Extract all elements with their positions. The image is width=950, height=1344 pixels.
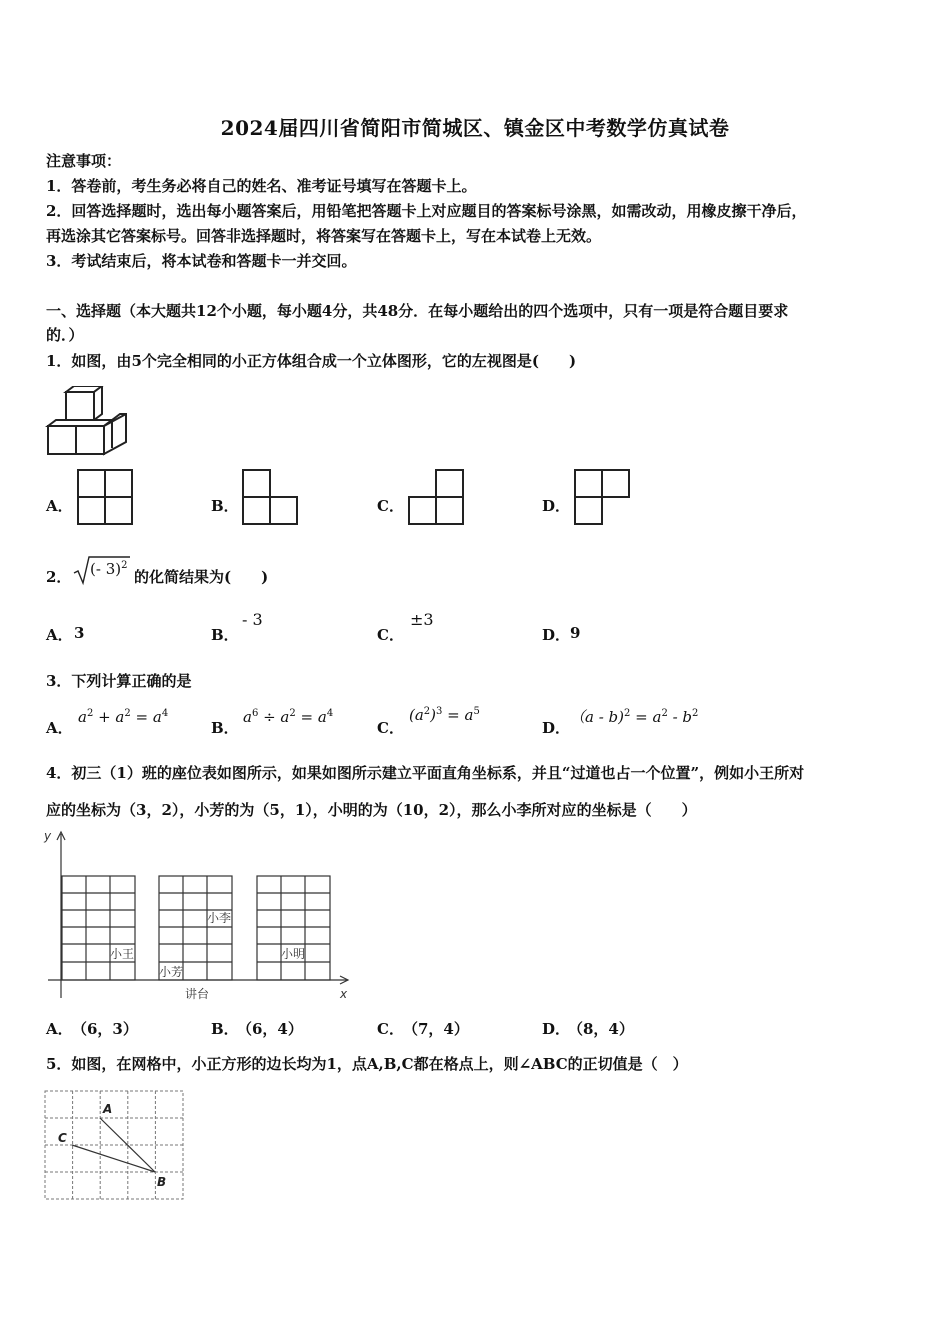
q4-y-axis-label: y [44, 829, 52, 843]
q4-option-b-value: （6，4） [237, 1020, 303, 1038]
q3c-p2: ) [430, 706, 437, 724]
q4-x-axis-label: x [340, 987, 348, 1001]
q3a-p5: 4 [161, 708, 169, 719]
q2-option-c-value: ±3 [410, 610, 434, 629]
q1-option-a-figure [76, 468, 134, 526]
q3b-p4: = a [295, 708, 327, 726]
q4-option-d-label: D． [542, 1020, 571, 1038]
q1-option-b-label: B． [211, 497, 239, 515]
q3b-p0: a [243, 708, 252, 726]
q3-option-c-label: C． [377, 719, 404, 737]
q1-option-d-label: D． [542, 497, 571, 515]
q3b-p5: 4 [326, 708, 334, 719]
q3-option-b-expr [243, 708, 333, 726]
q1-option-c-figure [407, 468, 465, 526]
q1-option-c-label: C． [377, 497, 404, 515]
q5-point-b-label: B [157, 1175, 167, 1189]
q3-option-a-expr [78, 708, 168, 726]
q4-stem-line1: 4．初三（1）班的座位表如图所示，如果如图所示建立平面直角坐标系，并且“过道也占一个位置”，例如小王所对 [46, 764, 805, 782]
q4-option-a-label: A． [46, 1020, 73, 1038]
q3c-p4: = a [442, 706, 474, 724]
q3a-p1: 2 [86, 708, 94, 719]
q3-stem: 3．下列计算正确的是 [46, 672, 192, 690]
q3c-p5: 5 [473, 706, 480, 717]
q2-number: 2． [46, 568, 72, 586]
q2-stem-tail: 的化简结果为( ) [134, 568, 269, 586]
q2-option-b-value: - 3 [242, 610, 263, 629]
q1-option-b-figure [241, 468, 299, 526]
q3-option-d-expr [570, 706, 698, 727]
q3d-p1: 2 [624, 708, 631, 719]
q2-radicand-base: (- 3) [90, 560, 122, 578]
q3a-p0: a [78, 708, 87, 726]
q3d-p4: - b [667, 708, 693, 726]
q5-stem: 5．如图，在网格中，小正方形的边长均为1，点A,B,C都在格点上，则∠ABC的正切值是（ ） [46, 1055, 688, 1073]
q5-grid-figure [44, 1090, 186, 1202]
q3a-p3: 2 [124, 708, 131, 719]
q3d-p3: 2 [661, 708, 668, 719]
notice-heading: 注意事项： [46, 152, 122, 170]
q3-option-c-expr [409, 706, 480, 724]
q4-option-c-label: C． [377, 1020, 404, 1038]
notice-item-3: 3．考试结束后，将本试卷和答题卡一并交回。 [46, 252, 357, 270]
q4-xiaofang-label: 小芳 [159, 965, 184, 979]
q3b-p1: 6 [251, 708, 259, 719]
q2-radicand-exponent: 2 [121, 560, 128, 571]
q3c-p0: (a [409, 706, 424, 724]
q5-point-c-label: C [58, 1131, 67, 1145]
page-title: 2024届四川省简阳市简城区、镇金区中考数学仿真试卷 [220, 116, 730, 140]
q3a-p4: = a [130, 708, 162, 726]
q3c-p1: 2 [423, 706, 431, 717]
q4-xiaoming-label: 小明 [281, 947, 306, 961]
q2-option-a-value: 3 [74, 624, 85, 642]
q2-option-d-value: 9 [570, 624, 581, 642]
section-heading-line1: 一、选择题（本大题共12个小题，每小题4分，共48分．在每小题给出的四个选项中，只有一项是符合题目要求 [46, 302, 789, 320]
q3b-p3: 2 [289, 708, 296, 719]
q4-stem-line2: 应的坐标为（3，2），小芳的为（5，1），小明的为（10，2），那么小李所对应的坐标是（ ） [46, 801, 697, 819]
q1-option-d-figure [573, 468, 631, 526]
q3d-p2: = a [630, 708, 662, 726]
q2-option-d-label: D． [542, 626, 571, 644]
q1-option-a-label: A． [46, 497, 73, 515]
q4-option-d-value: （8，4） [568, 1020, 634, 1038]
q2-option-a-label: A． [46, 626, 73, 644]
q5-point-a-label: A [103, 1102, 113, 1116]
q3-option-d-label: D． [542, 719, 571, 737]
q4-podium-label: 讲台 [185, 987, 210, 1001]
q1-stem: 1．如图，由5个完全相同的小正方体组合成一个立体图形，它的左视图是( ) [46, 352, 577, 370]
q4-xiaowang-label: 小王 [110, 947, 135, 961]
q3a-p2: + a [93, 708, 125, 726]
q3-option-a-label: A． [46, 719, 73, 737]
q1-cube-figure [44, 386, 130, 458]
q3c-p3: 3 [436, 706, 443, 717]
q3-option-b-label: B． [211, 719, 239, 737]
notice-item-1: 1．答卷前，考生务必将自己的姓名、准考证号填写在答题卡上。 [46, 177, 477, 195]
q2-radicand [90, 560, 127, 578]
q4-seating-figure [40, 826, 360, 1006]
notice-item-2a: 2．回答选择题时，选出每小题答案后，用铅笔把答题卡上对应题目的答案标号涂黑，如需改动，用橡皮擦干净后， [46, 202, 807, 220]
q3b-p2: ÷ a [258, 708, 290, 726]
q3d-p5: 2 [692, 708, 699, 719]
q2-option-b-label: B． [211, 626, 239, 644]
q4-option-b-label: B． [211, 1020, 239, 1038]
q4-xiaoli-label: 小李 [207, 911, 232, 925]
q4-option-c-value: （7，4） [403, 1020, 469, 1038]
q4-option-a-value: （6，3） [72, 1020, 138, 1038]
q2-option-c-label: C． [377, 626, 404, 644]
notice-item-2b: 再选涂其它答案标号。回答非选择题时，将答案写在答题卡上，写在本试卷上无效。 [46, 227, 602, 245]
section-heading-line2: 的．） [46, 326, 84, 344]
q3d-p0: （a - b) [570, 708, 625, 726]
